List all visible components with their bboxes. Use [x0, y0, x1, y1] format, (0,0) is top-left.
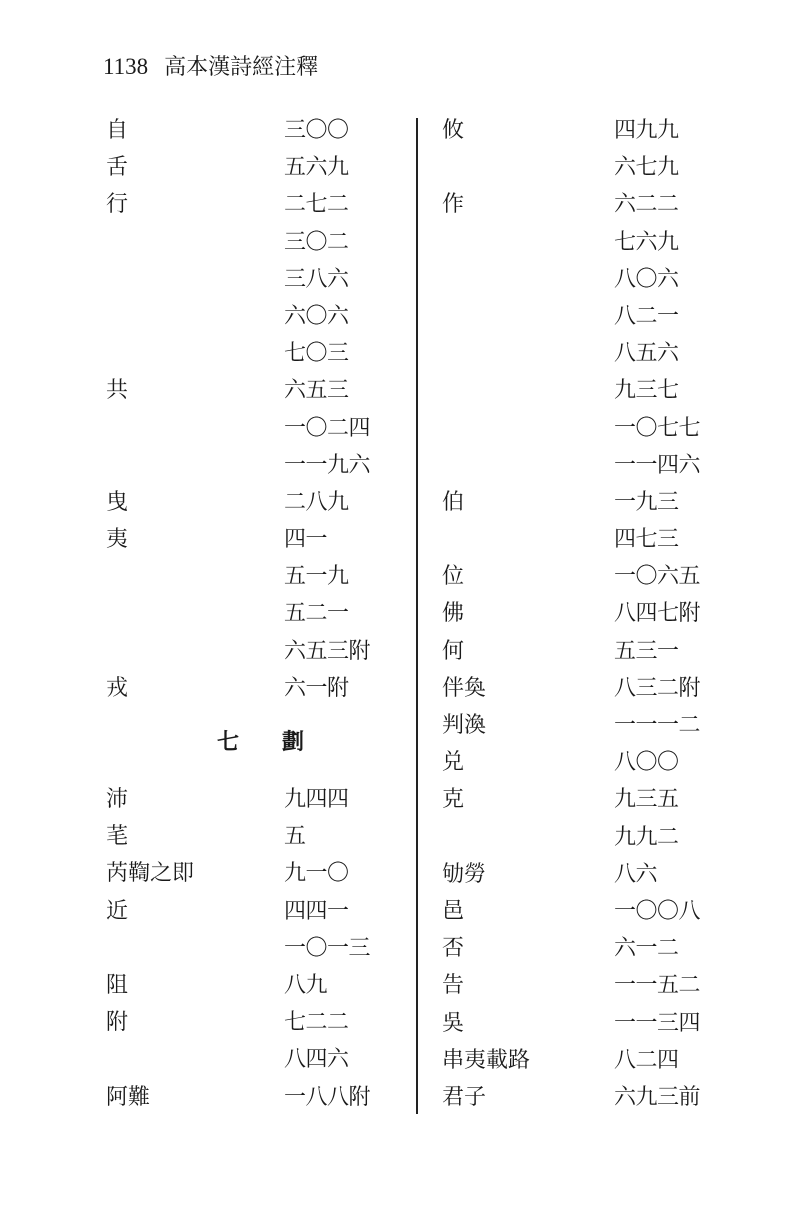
book-title: 高本漢詩經注釋: [164, 55, 319, 80]
index-headword: 夷: [106, 527, 129, 553]
index-headword: 劬勞: [442, 861, 487, 887]
index-page-ref: 六〇六: [284, 303, 349, 329]
index-entry: [418, 149, 800, 186]
index-page-ref: 六一附: [284, 675, 349, 701]
index-headword: 阻: [106, 972, 129, 998]
index-headword: 吳: [442, 1010, 465, 1036]
index-page-ref: 九三五: [614, 787, 679, 813]
index-entry: [418, 856, 800, 893]
index-headword: 伯: [442, 489, 465, 515]
index-page-ref: 三八六: [284, 266, 349, 292]
index-entry: [0, 484, 415, 521]
index-page-ref: 一一四六: [614, 452, 701, 478]
right-index-block: [418, 112, 800, 1116]
index-headword: 位: [442, 564, 465, 590]
index-page-ref: 六七九: [614, 155, 679, 181]
index-entry: [0, 224, 415, 261]
index-page-ref: 六九三前: [614, 1084, 701, 1110]
index-entry: [0, 1041, 415, 1078]
index-headword: 芼: [106, 824, 129, 850]
index-entry: [0, 855, 415, 892]
index-page-ref: 一一三四: [614, 1010, 701, 1036]
index-entry: [0, 930, 415, 967]
index-entry: [418, 893, 800, 930]
index-entry: [418, 670, 800, 707]
index-page-ref: 四七三: [614, 527, 679, 553]
index-entry: [0, 558, 415, 595]
index-entry: [418, 633, 800, 670]
index-entry: [0, 893, 415, 930]
index-entry: [418, 1005, 800, 1042]
index-entry: [0, 595, 415, 632]
index-page-ref: 一九三: [614, 489, 679, 515]
index-entry: [418, 112, 800, 149]
left-column: [0, 112, 415, 1116]
index-page-ref: 六一二: [614, 936, 679, 962]
index-headword: 判渙: [442, 713, 487, 738]
index-entry: [418, 484, 800, 521]
index-headword: 作: [442, 192, 465, 218]
index-entry: [418, 744, 800, 781]
index-page-ref: 八四六: [284, 1047, 349, 1073]
index-headword: 芮鞫之即: [106, 861, 195, 887]
index-headword: 克: [442, 787, 465, 813]
index-page-ref: 一〇〇八: [614, 898, 701, 924]
index-page-ref: 八四七附: [614, 601, 701, 627]
index-headword: 舌: [106, 155, 129, 181]
index-entry: [0, 298, 415, 335]
index-page-ref: 九三七: [614, 378, 679, 404]
index-page-ref: 四一: [284, 527, 328, 553]
index-entry: [418, 372, 800, 409]
index-entry: [0, 447, 415, 484]
index-entry: [418, 819, 800, 856]
index-entry: [418, 967, 800, 1004]
index-page-ref: 九四四: [284, 787, 349, 812]
index-entry: [0, 1004, 415, 1041]
index-page-ref: 七〇三: [284, 341, 349, 367]
index-entry: [0, 186, 415, 223]
index-entry: [0, 112, 415, 149]
index-entry: [418, 595, 800, 632]
index-page-ref: 一八八附: [284, 1084, 371, 1110]
index-page-ref: 五三一: [614, 638, 679, 664]
index-page-ref: 四四一: [284, 898, 349, 924]
index-entry: [0, 335, 415, 372]
index-page-ref: 八〇〇: [614, 750, 679, 776]
index-entry: [418, 298, 800, 335]
index-headword: 君子: [442, 1084, 487, 1110]
index-page-ref: 五二一: [284, 601, 349, 627]
index-entry: [418, 558, 800, 595]
index-page-ref: 一〇二四: [284, 415, 371, 441]
index-page-ref: 八九: [284, 972, 328, 998]
index-headword: 串夷載路: [442, 1047, 531, 1073]
left-index-block-seven-strokes: [0, 781, 415, 1116]
index-entry: [418, 781, 800, 818]
index-entry: [418, 447, 800, 484]
index-headword: 沛: [106, 787, 129, 812]
index-headword: 邑: [442, 898, 465, 924]
index-entry: [418, 335, 800, 372]
index-entry: [0, 372, 415, 409]
index-entry: [0, 149, 415, 186]
index-page-ref: 一一五二: [614, 973, 701, 999]
index-page-ref: 一〇一三: [284, 935, 371, 961]
index-page-ref: 四九九: [614, 118, 679, 143]
page-number: 1138: [103, 54, 149, 79]
index-page-ref: 八〇六: [614, 266, 679, 292]
index-page-ref: 二八九: [284, 489, 349, 515]
index-entry: [418, 930, 800, 967]
index-page-ref: 七二二: [284, 1010, 349, 1036]
index-headword: 曳: [106, 489, 129, 515]
index-entry: [0, 670, 415, 707]
index-entry: [0, 818, 415, 855]
index-page-ref: 八五六: [614, 341, 679, 367]
index-page-ref: 三〇〇: [284, 118, 349, 143]
index-entry: [418, 261, 800, 298]
index-page-ref: 八六: [614, 861, 658, 887]
index-headword: 兑: [442, 750, 465, 776]
index-page-ref: 八三二附: [614, 675, 701, 701]
index-page-ref: 八二四: [614, 1047, 679, 1073]
index-entry: [418, 186, 800, 223]
index-entry: [418, 1042, 800, 1079]
index-entry: [0, 633, 415, 670]
stroke-section-heading: [0, 707, 415, 781]
index-headword: 近: [106, 898, 129, 924]
index-entry: [0, 261, 415, 298]
index-entry: [418, 224, 800, 261]
index-headword: 阿難: [106, 1084, 151, 1110]
index-entry: [418, 707, 800, 744]
index-entry: [0, 1079, 415, 1116]
index-page-ref: 五: [284, 824, 306, 850]
index-entry: [0, 781, 415, 818]
index-page-ref: 一〇七七: [614, 415, 701, 441]
index-page-ref: 六二二: [614, 192, 679, 218]
index-headword: 伴奐: [442, 675, 487, 701]
index-page-ref: 五一九: [284, 564, 349, 590]
index-page-ref: 九一〇: [284, 861, 349, 887]
index-page-ref: 五六九: [284, 155, 349, 181]
index-page-ref: 一一一二: [614, 713, 701, 738]
index-headword: 否: [442, 936, 465, 962]
index-headword: 附: [106, 1010, 129, 1036]
index-headword: 共: [106, 378, 129, 404]
index-headword: 戎: [106, 675, 129, 701]
index-page-ref: 一〇六五: [614, 564, 701, 590]
index-entry: [0, 967, 415, 1004]
index-entry: [418, 1079, 800, 1116]
index-headword: 何: [442, 638, 465, 664]
index-page-ref: 三〇二: [284, 229, 349, 255]
index-page-ref: 八二一: [614, 303, 679, 329]
page-header: [103, 50, 318, 81]
index-page-ref: 二七二: [284, 192, 349, 218]
index-entry: [0, 410, 415, 447]
index-headword: 攸: [442, 118, 465, 143]
index-page-ref: 九九二: [614, 824, 679, 850]
index-page-ref: 七六九: [614, 229, 679, 255]
index-page-ref: 一一九六: [284, 452, 371, 478]
index-page-ref: 六五三: [284, 378, 349, 404]
index-headword: 告: [442, 973, 465, 999]
index-entry: [418, 410, 800, 447]
index-headword: 佛: [442, 601, 465, 627]
index-page-ref: 六五三附: [284, 638, 371, 664]
index-headword: 行: [106, 192, 129, 218]
index-headword: 自: [106, 118, 129, 143]
section-stroke-label: 劃: [282, 729, 305, 755]
section-stroke-number: 七: [217, 729, 240, 755]
left-index-block: [0, 112, 415, 707]
index-entry: [418, 521, 800, 558]
index-entry: [0, 521, 415, 558]
right-column: [418, 112, 800, 1116]
